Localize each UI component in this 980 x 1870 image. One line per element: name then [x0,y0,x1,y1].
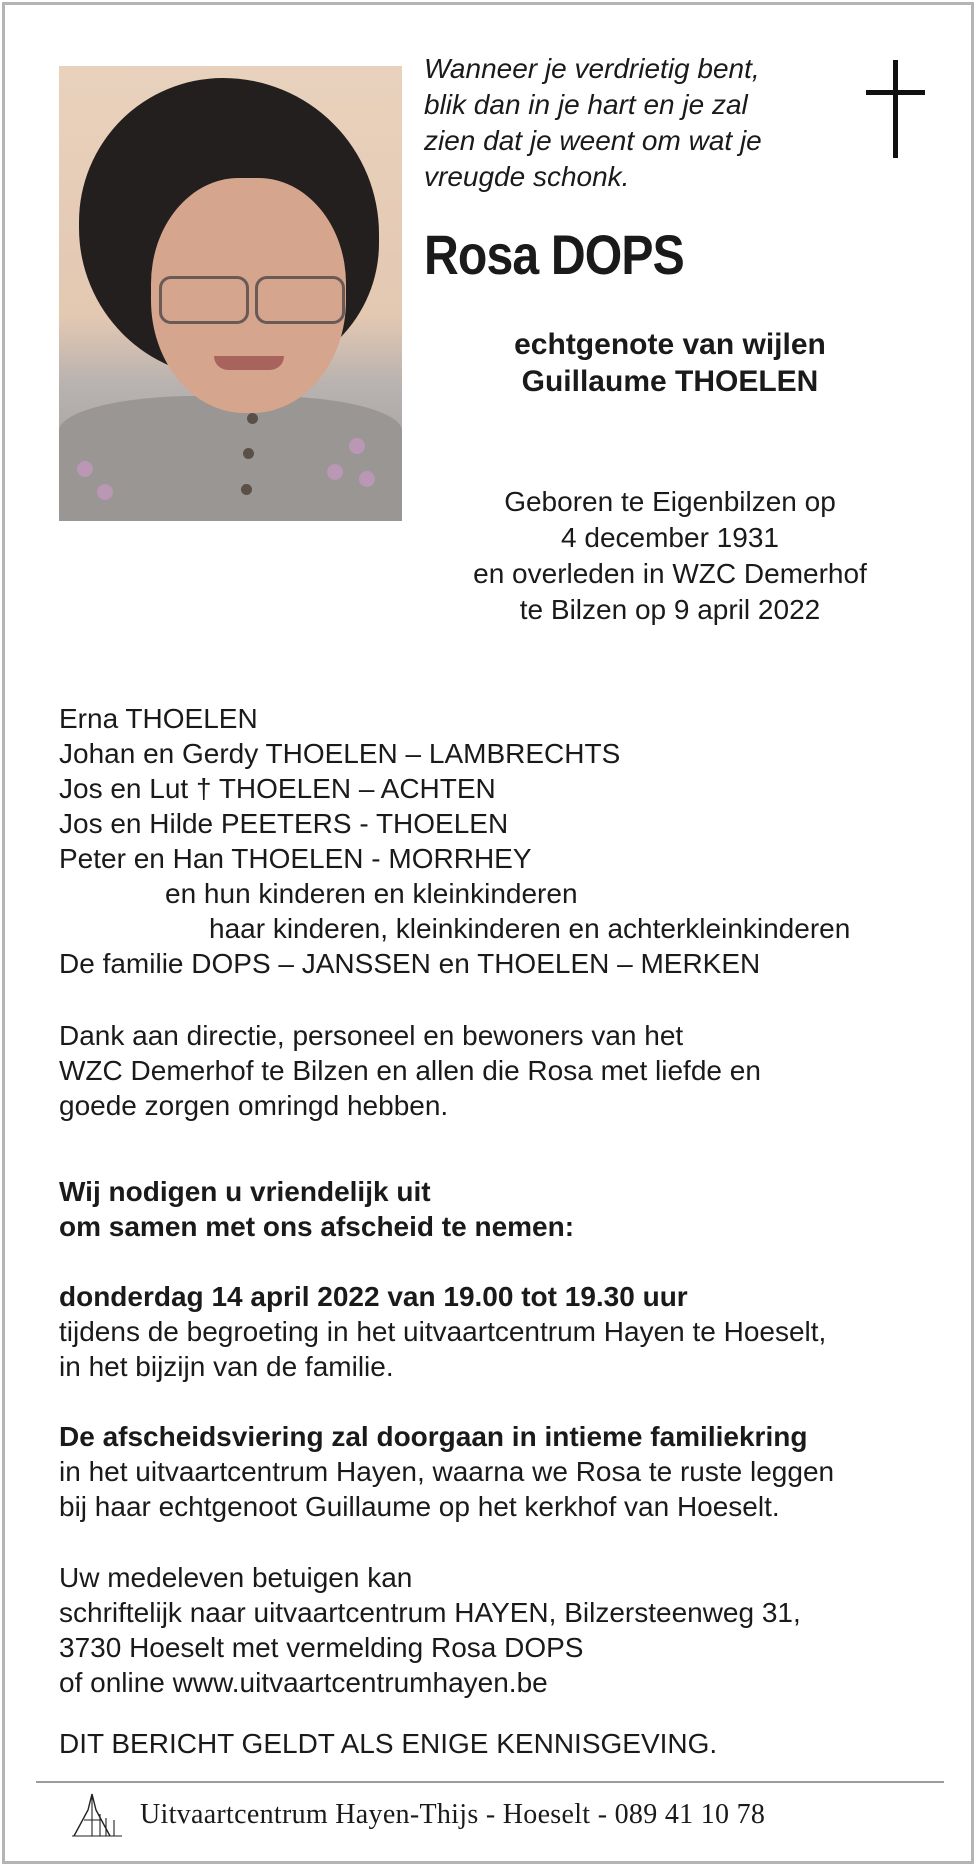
birth-line: Geboren te Eigenbilzen op [504,486,836,517]
visitation-heading: donderdag 14 april 2022 van 19.00 tot 19.30 uur [59,1281,688,1312]
thanks-line: WZC Demerhof te Bilzen en allen die Rosa met liefde en [59,1055,761,1086]
poem-line: zien dat je weent om wat je [424,125,762,156]
family-member: Johan en Gerdy THOELEN – LAMBRECHTS [59,738,621,769]
condolences-line: 3730 Hoeselt met vermelding Rosa DOPS [59,1632,584,1663]
thanks-line: Dank aan directie, personeel en bewoners van het [59,1020,684,1051]
family-descendants: en hun kinderen en kleinkinderen [165,878,578,909]
visitation-line: in het bijzijn van de familie. [59,1351,394,1382]
death-date: te Bilzen op 9 april 2022 [519,594,821,625]
official-notice: DIT BERICHT GELDT ALS ENIGE KENNISGEVING. [59,1728,718,1759]
family-member: Peter en Han THOELEN - MORRHEY [59,843,532,874]
invitation [59,1174,939,1244]
visitation [59,1279,939,1384]
spouse-name: Guillaume THOELEN [521,365,819,398]
family-member: Jos en Lut † THOELEN – ACHTEN [59,773,496,804]
ceremony-line: bij haar echtgenoot Guillaume op het kerkhof van Hoeselt. [59,1491,780,1522]
condolences-line: Uw medeleven betuigen kan [59,1562,413,1593]
spouse-info [440,326,900,400]
thanks-line: goede zorgen omringd hebben. [59,1090,449,1121]
condolences [59,1560,939,1700]
family-member: De familie DOPS – JANSSEN en THOELEN – MERKEN [59,948,761,979]
ceremony-line: in het uitvaartcentrum Hayen, waarna we Rosa te ruste leggen [59,1456,835,1487]
poem-line: vreugde schonk. [424,161,630,192]
poem-line: blik dan in je hart en je zal [424,89,748,120]
portrait-photo [59,66,402,521]
family-member: Erna THOELEN [59,703,258,734]
condolences-line: schriftelijk naar uitvaartcentrum HAYEN, Bilzersteenweg 31, [59,1597,801,1628]
deceased-name: Rosa DOPS [424,223,684,286]
spouse-line: echtgenote van wijlen [514,328,826,361]
poem-line: Wanneer je verdrietig bent, [424,53,760,84]
footer-divider [36,1781,944,1783]
poem [424,51,844,195]
church-sketch-icon [70,1790,124,1840]
birth-death-info [420,484,920,628]
visitation-line: tijdens de begroeting in het uitvaartcentrum Hayen te Hoeselt, [59,1316,827,1347]
death-line: en overleden in WZC Demerhof [473,558,867,589]
family-member: Jos en Hilde PEETERS - THOELEN [59,808,509,839]
family-list [59,701,939,981]
family-descendants: haar kinderen, kleinkinderen en achterkleinkinderen [209,913,851,944]
ceremony-heading: De afscheidsviering zal doorgaan in intieme familiekring [59,1421,808,1452]
ceremony [59,1419,939,1524]
thanks-paragraph [59,1018,939,1123]
footer-contact: Uitvaartcentrum Hayen-Thijs - Hoeselt - 089 41 10 78 [140,1799,766,1830]
invitation-line: om samen met ons afscheid te nemen: [59,1211,575,1242]
birth-date: 4 december 1931 [561,522,779,553]
invitation-line: Wij nodigen u vriendelijk uit [59,1176,431,1207]
condolences-website: of online www.uitvaartcentrumhayen.be [59,1667,548,1698]
